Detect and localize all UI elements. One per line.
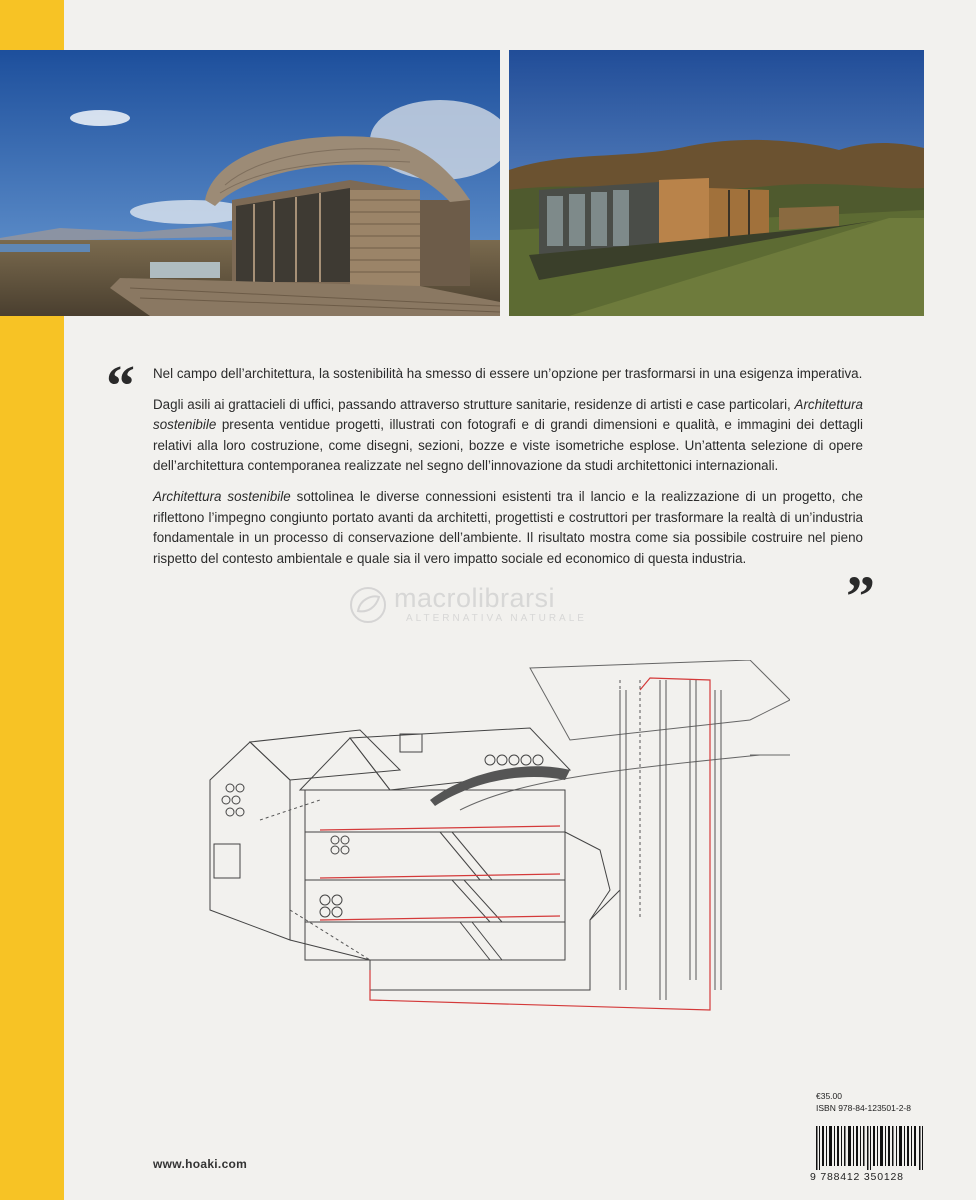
photo-hillside-building xyxy=(509,50,924,316)
blurb-paragraph-1: Nel campo dell’architettura, la sostenibilità ha smesso di essere un’opzione per trasformarsi in una esigenza imperativa. xyxy=(153,366,863,381)
p3-body: sottolinea le diverse connessioni esistenti tra il lancio e la realizzazione di un progetto, che riflettono l’impegno congiunto portato avanti da architetti, progettisti e costruttori per trasformare la realtà di un’industria fondamentale in un processo di conservazione dell’ambiente. Il risultato mostra come sia possibile costruire nel pieno rispetto del contesto ambientale e quale sia il vero impatto sociale ed economico di questa industria. xyxy=(153,488,864,566)
open-quote-mark: “ xyxy=(106,353,135,418)
book-title-mention: Architettura sostenibile xyxy=(153,488,291,504)
blurb-paragraph-2 xyxy=(153,395,863,477)
close-quote-mark: ” xyxy=(846,564,875,629)
watermark xyxy=(346,583,646,627)
publisher-website: www.hoaki.com xyxy=(153,1157,248,1171)
isbn: ISBN 978-84-123501-2-8 xyxy=(816,1102,911,1113)
watermark-brand: macrolibrarsi xyxy=(394,583,556,613)
watermark-tagline: ALTERNATIVA NATURALE xyxy=(406,613,587,624)
blurb-text xyxy=(153,364,863,579)
watermark-leaf-icon xyxy=(346,585,390,625)
barcode-digits: 9 788412 350128 xyxy=(810,1171,904,1183)
price-isbn-block xyxy=(816,1091,911,1114)
blurb-paragraph-3 xyxy=(153,487,863,569)
barcode-icon xyxy=(816,1126,926,1170)
isometric-house-section-drawing xyxy=(190,660,790,1040)
book-title-mention: Architettura sostenibile xyxy=(153,396,863,433)
p2-body: presenta ventidue progetti, illustrati con fotografi e di grandi dimensioni e qualità, e immagini dei dettagli relativi alla loro costruzione, come disegni, sezioni, bozze e viste isometriche esplose. Un’attenta selezione di opere dell’architettura contemporanea realizzate nel segno dell’innovazione da studi architettonici internazionali. xyxy=(153,417,863,474)
price: €35.00 xyxy=(816,1091,842,1101)
photo-curved-roof-house xyxy=(0,50,500,316)
p2-lead: Dagli asili ai grattacieli di uffici, passando attraverso strutture sanitarie, residenze di artisti e case particolari, xyxy=(153,396,791,412)
